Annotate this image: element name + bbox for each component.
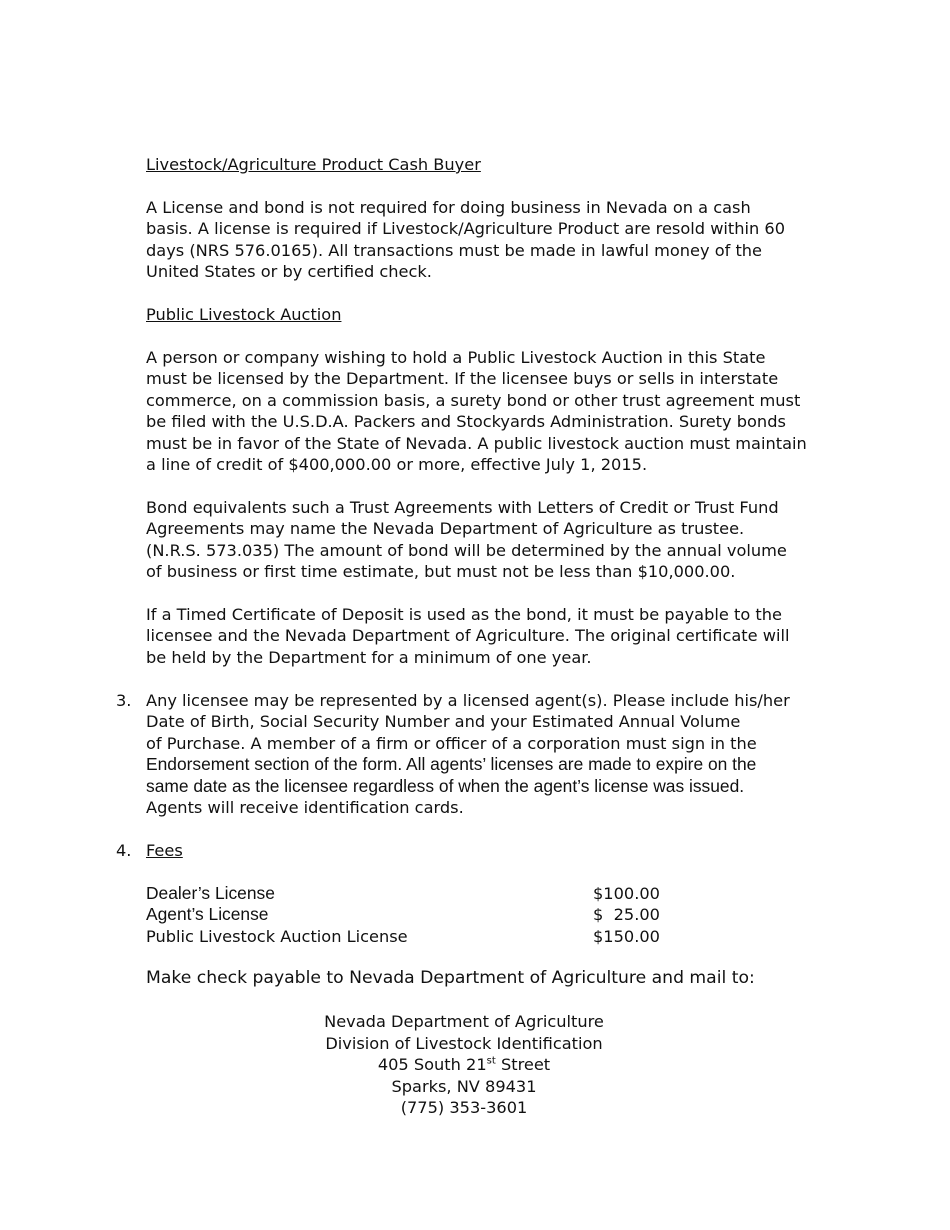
text-line: same date as the licensee regardless of when the agent’s license was issued.	[146, 775, 745, 796]
auction-paragraph-1	[146, 347, 826, 475]
text-line: of business or first time estimate, but must not be less than $10,000.00.	[146, 562, 736, 582]
text-line: United States or by certified check.	[146, 262, 432, 282]
street-number: 405 South 21	[377, 1055, 487, 1075]
address-street	[0, 1054, 928, 1076]
text-line: Date of Birth, Social Security Number and your Estimated Annual Volume	[146, 712, 741, 732]
item-3-paragraph	[146, 690, 826, 818]
street-ordinal-suffix: st	[486, 1055, 496, 1067]
text-line: Agreements may name the Nevada Department of Agriculture as trustee.	[146, 519, 745, 539]
fee-amount: $150.00	[593, 927, 660, 946]
text-line: must be in favor of the State of Nevada. A public livestock auction must maintain	[146, 433, 807, 453]
fee-row-agent	[146, 904, 666, 925]
address-line: Sparks, NV 89431	[391, 1076, 537, 1096]
auction-paragraph-2	[146, 497, 826, 583]
text-line: Bond equivalents such a Trust Agreements with Letters of Credit or Trust Fund	[146, 498, 779, 517]
mailing-address	[0, 1011, 928, 1119]
text-line: days (NRS 576.0165). All transactions must be made in lawful money of the	[146, 240, 763, 260]
street-name: Street	[495, 1055, 551, 1075]
text-line: a line of credit of $400,000.00 or more, effective July 1, 2015.	[146, 454, 648, 474]
address-line: Division of Livestock Identification	[325, 1033, 603, 1053]
fee-name: Public Livestock Auction License	[146, 927, 408, 946]
text-line: commerce, on a commission basis, a surety bond or other trust agreement must	[146, 390, 801, 410]
text-line: licensee and the Nevada Department of Agriculture. The original certificate will	[146, 626, 790, 646]
text-line: (N.R.S. 573.035) The amount of bond will be determined by the annual volume	[146, 540, 787, 560]
fee-name: Agent’s License	[146, 904, 269, 924]
mail-note: Make check payable to Nevada Department of Agriculture and mail to:	[146, 968, 755, 988]
fee-row-dealer	[146, 883, 666, 904]
text-line: be held by the Department for a minimum of one year.	[146, 647, 592, 667]
text-line: A person or company wishing to hold a Public Livestock Auction in this State	[146, 348, 766, 367]
cash-buyer-heading: Livestock/Agriculture Product Cash Buyer	[146, 155, 481, 174]
fee-name: Dealer’s License	[146, 883, 275, 903]
item-4-number: 4.	[116, 841, 132, 860]
fee-amount: $100.00	[593, 884, 660, 903]
auction-paragraph-3	[146, 604, 826, 668]
text-line: be filed with the U.S.D.A. Packers and Stockyards Administration. Surety bonds	[146, 412, 786, 432]
item-3-number: 3.	[116, 691, 132, 710]
auction-heading: Public Livestock Auction	[146, 305, 342, 324]
address-phone: (775) 353-3601	[400, 1098, 528, 1118]
address-line: Nevada Department of Agriculture	[324, 1012, 604, 1031]
fees-heading: Fees	[146, 841, 183, 860]
fee-row-auction	[146, 926, 666, 947]
text-line: of Purchase. A member of a firm or officer of a corporation must sign in the	[146, 733, 757, 753]
text-line: Any licensee may be represented by a licensed agent(s). Please include his/her	[146, 691, 790, 710]
text-line: basis. A license is required if Livestock/Agriculture Product are resold within 60	[146, 219, 786, 239]
fee-amount: $ 25.00	[593, 905, 660, 924]
cash-buyer-paragraph	[146, 197, 826, 283]
text-line: Endorsement section of the form. All agents’ licenses are made to expire on the	[146, 754, 757, 775]
text-line: A License and bond is not required for doing business in Nevada on a cash	[146, 198, 751, 217]
text-line: Agents will receive identification cards.	[146, 797, 464, 817]
text-line: must be licensed by the Department. If the licensee buys or sells in interstate	[146, 369, 779, 389]
text-line: If a Timed Certificate of Deposit is used as the bond, it must be payable to the	[146, 605, 782, 624]
